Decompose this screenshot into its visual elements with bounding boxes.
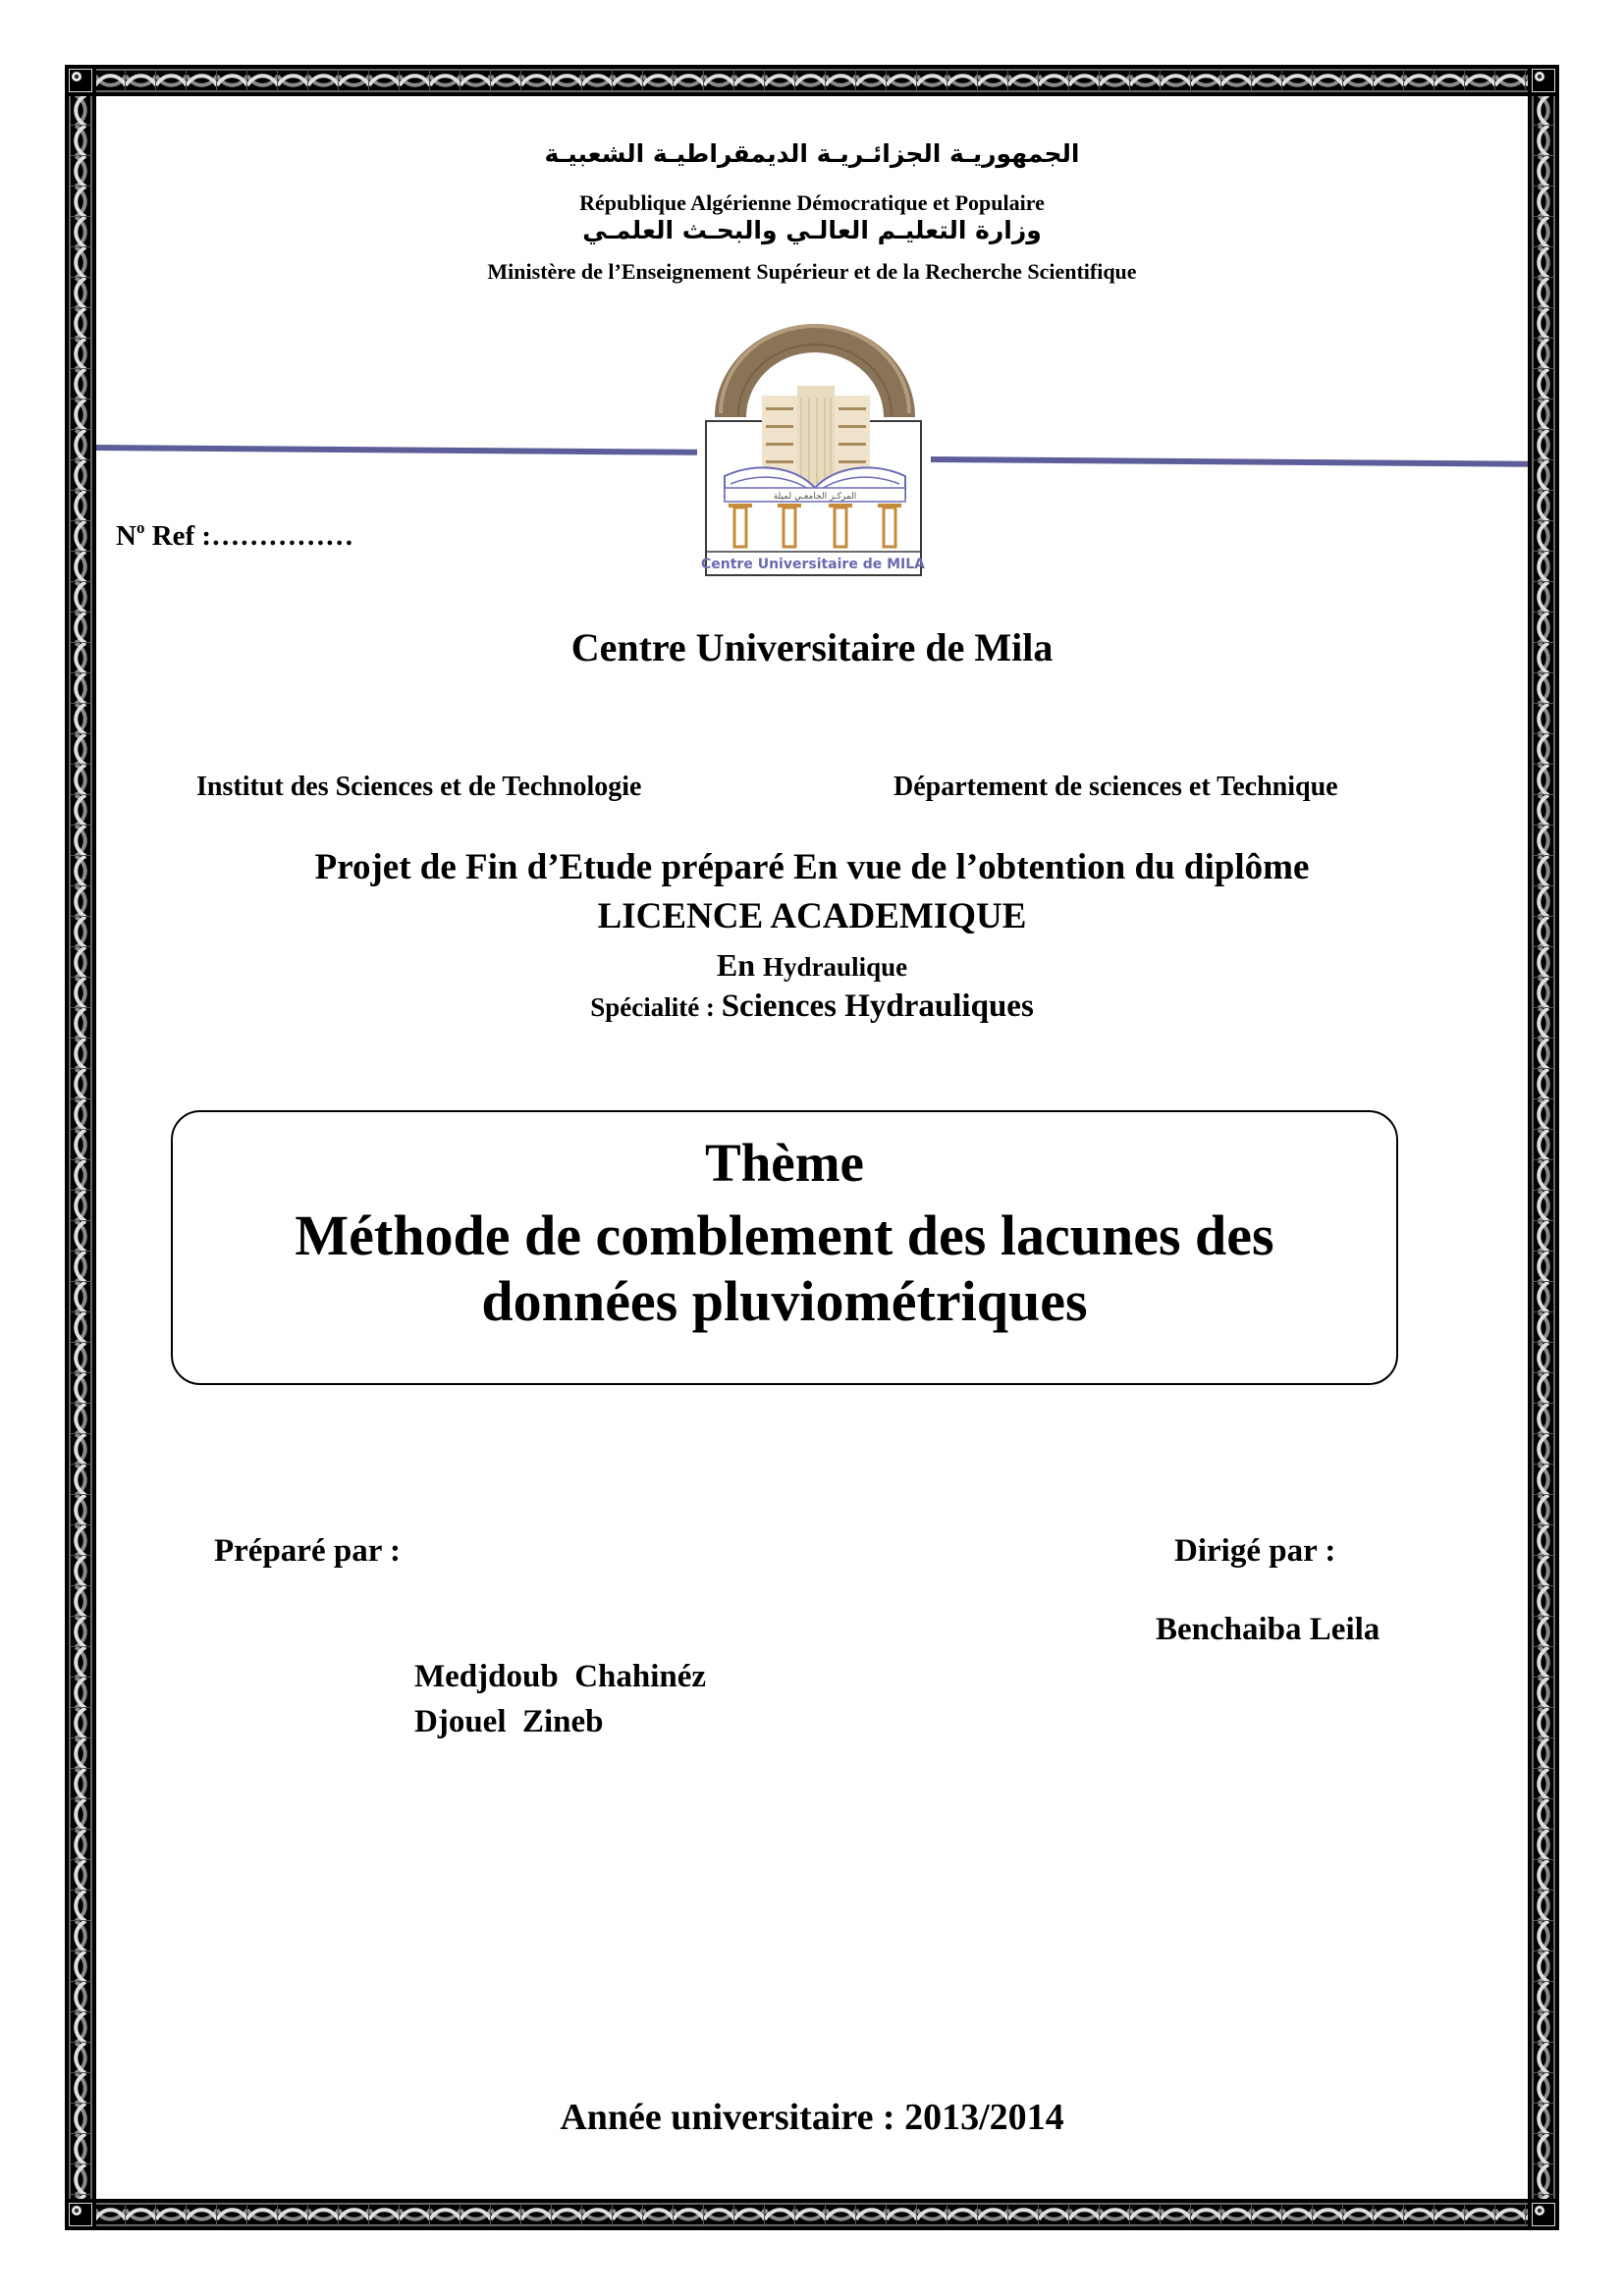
diploma-name: LICENCE ACADEMIQUE	[597, 896, 1027, 936]
corner-ornament-icon	[1528, 65, 1559, 96]
institution-name: Centre Universitaire de Mila	[570, 625, 1054, 669]
rope-pattern-icon	[1528, 65, 1559, 2230]
university-building-icon	[687, 319, 943, 584]
theme-box	[171, 1110, 1398, 1385]
page-border-right	[1528, 65, 1559, 2230]
corner-ornament-icon	[65, 2199, 96, 2230]
rope-pattern-icon	[65, 2199, 1559, 2230]
author-name: Medjdoub Chahinéz	[414, 1659, 707, 1694]
specialty-line: Spécialité : Sciences Hydrauliques	[590, 988, 1034, 1024]
logo-caption: Centre Universitaire de MILA	[701, 557, 925, 572]
field-line: En Hydraulique	[716, 947, 908, 983]
page-border-bottom	[65, 2199, 1559, 2230]
university-logo	[687, 319, 943, 584]
republic-arabic: الجمهوريـة الجزائـريـة الديمقراطيـة الشعبيـة	[544, 139, 1080, 168]
thesis-title: Méthode de comblement des lacunes des données pluviométriques	[295, 1203, 1274, 1333]
project-description: Projet de Fin d’Etude préparé En vue de l’obtention du diplôme	[314, 847, 1310, 887]
ministry-arabic: وزارة التعليـم العالـي والبحـث العلمـي	[582, 216, 1042, 244]
academic-year: Année universitaire : 2013/2014	[560, 2097, 1064, 2138]
directed-by-label: Dirigé par :	[1174, 1533, 1336, 1569]
supervisor-name: Benchaiba Leila	[1156, 1612, 1380, 1647]
rope-pattern-icon	[65, 65, 1559, 96]
page-border-left	[65, 65, 96, 2230]
author-name: Djouel Zineb	[414, 1704, 604, 1739]
republic-french: République Algérienne Démocratique et Populaire	[579, 190, 1045, 215]
divider-left	[96, 445, 697, 455]
divider-right	[931, 456, 1528, 467]
page-border-top	[65, 65, 1559, 96]
institute-name: Institut des Sciences et de Technologie	[196, 772, 642, 802]
svg-text:المركـز الجامعـي لميلة: المركـز الجامعـي لميلة	[773, 492, 857, 502]
corner-ornament-icon	[1528, 2199, 1559, 2230]
reference-number: $N^o$ Ref :……………	[116, 518, 354, 552]
department-name: Département de sciences et Technique	[893, 772, 1338, 802]
ministry-french: Ministère de l’Enseignement Supérieur et de la Recherche Scientifique	[487, 259, 1137, 284]
rope-pattern-icon	[65, 65, 96, 2230]
prepared-by-label: Préparé par :	[214, 1533, 401, 1569]
corner-ornament-icon	[65, 65, 96, 96]
theme-label: Thème	[705, 1133, 864, 1193]
